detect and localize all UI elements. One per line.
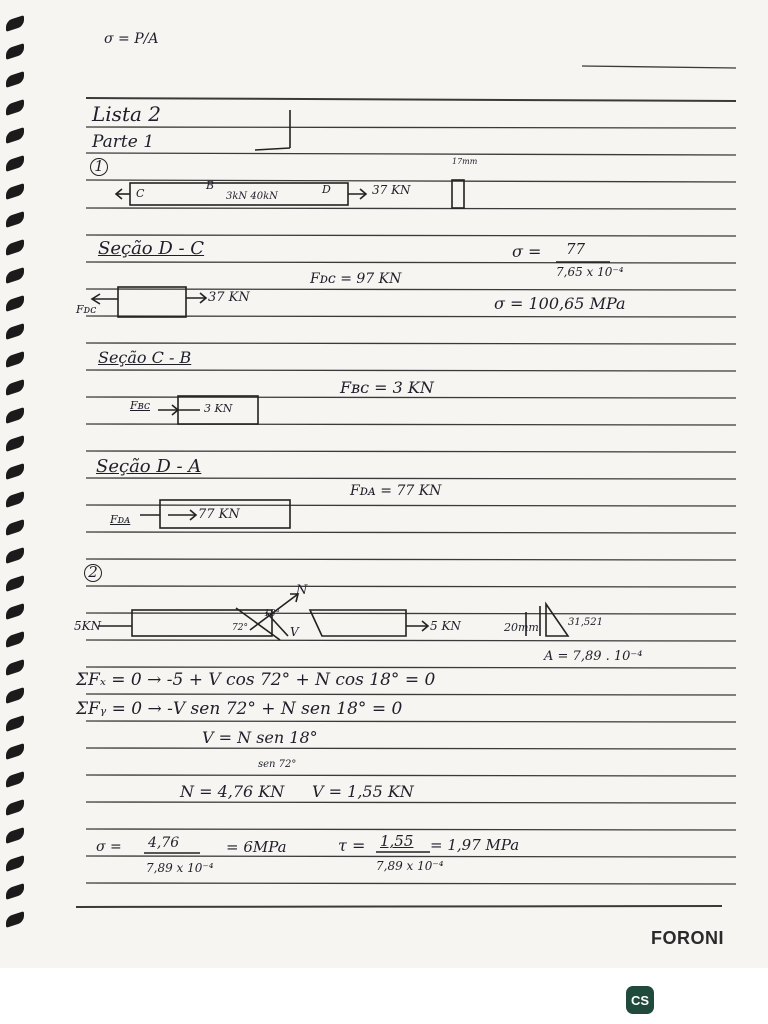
q2-tau-denominator: 7,89 x 10⁻⁴ (376, 859, 444, 873)
q2-equation-y: ΣFᵧ = 0 → -V sen 72° + N sen 18° = 0 (76, 699, 403, 719)
section-dc-arrow-label: 37 KN (208, 290, 250, 305)
question-2-number: 2 (84, 564, 102, 582)
section-cb-left-label: Fʙᴄ (130, 399, 150, 412)
q2-tau-result: = 1,97 MPa (430, 836, 520, 854)
q2-equation-x: ΣFₓ = 0 → -5 + V cos 72° + N cos 18° = 0 (76, 670, 436, 690)
section-dc-force: Fᴅᴄ = 97 KN (310, 271, 402, 287)
section-da-arrow-label: 77 KN (198, 507, 240, 522)
q2-tau-label: τ = (338, 836, 366, 855)
question-1-number: 1 (90, 158, 108, 176)
q2-shear-label: V (290, 625, 299, 639)
q2-dim: 20mm (504, 621, 539, 634)
section-da-left-label: Fᴅᴀ (110, 513, 131, 526)
section-cb-arrow-label: 3 KN (204, 402, 233, 415)
q2-left-load: 5KN (74, 619, 102, 633)
section-cb-title: Seção C - B (98, 348, 192, 367)
q2-tau-numerator: 1,55 (380, 832, 414, 850)
dim-label: 17mm (452, 157, 478, 166)
q2-v-denominator: sen 72° (258, 759, 297, 770)
sigma-numerator: 77 (566, 240, 586, 258)
beam-label-d: D (322, 183, 331, 196)
sigma-label: σ = (512, 242, 542, 261)
q2-sigma-result: = 6MPa (226, 838, 287, 856)
q2-normal-label: N (296, 583, 308, 598)
q2-angle-72: 72° (232, 623, 248, 633)
sigma-result: σ = 100,65 MPa (494, 294, 626, 313)
q2-v-expression: V = N sen 18° (202, 728, 318, 747)
q2-angle-18: 18° (264, 609, 280, 619)
beam-label-b: B (206, 179, 215, 192)
beam-label-c: C (136, 187, 145, 200)
page-title: Lista 2 (92, 102, 161, 126)
sigma-denominator: 7,65 x 10⁻⁴ (556, 265, 624, 279)
section-dc-title: Seção D - C (98, 238, 205, 259)
q2-area: A = 7,89 . 10⁻⁴ (544, 649, 643, 664)
header-formula: σ = P/A (104, 31, 159, 47)
scanner-app-badge: CS (626, 986, 654, 1014)
q2-result-n: N = 4,76 KN (180, 782, 285, 801)
q2-sigma-denominator: 7,89 x 10⁻⁴ (146, 861, 214, 875)
q2-right-load: 5 KN (430, 619, 461, 633)
q2-sigma-symbol: σ = (96, 839, 122, 855)
notebook-brand-logo: FORONI (651, 928, 724, 948)
q2-side-dim: 31,521 (568, 617, 603, 628)
section-dc-left-label: Fᴅᴄ (76, 303, 97, 316)
section-cb-force: Fʙᴄ = 3 KN (340, 378, 434, 397)
section-da-force: Fᴅᴀ = 77 KN (350, 483, 442, 499)
beam-right-load: 37 KN (372, 183, 411, 197)
beam-loads: 3kN 40kN (226, 191, 278, 202)
page-subtitle: Parte 1 (92, 132, 155, 152)
section-da-title: Seção D - A (96, 456, 202, 477)
q2-result-v: V = 1,55 KN (312, 782, 414, 801)
q2-sigma-numerator: 4,76 (148, 835, 180, 851)
